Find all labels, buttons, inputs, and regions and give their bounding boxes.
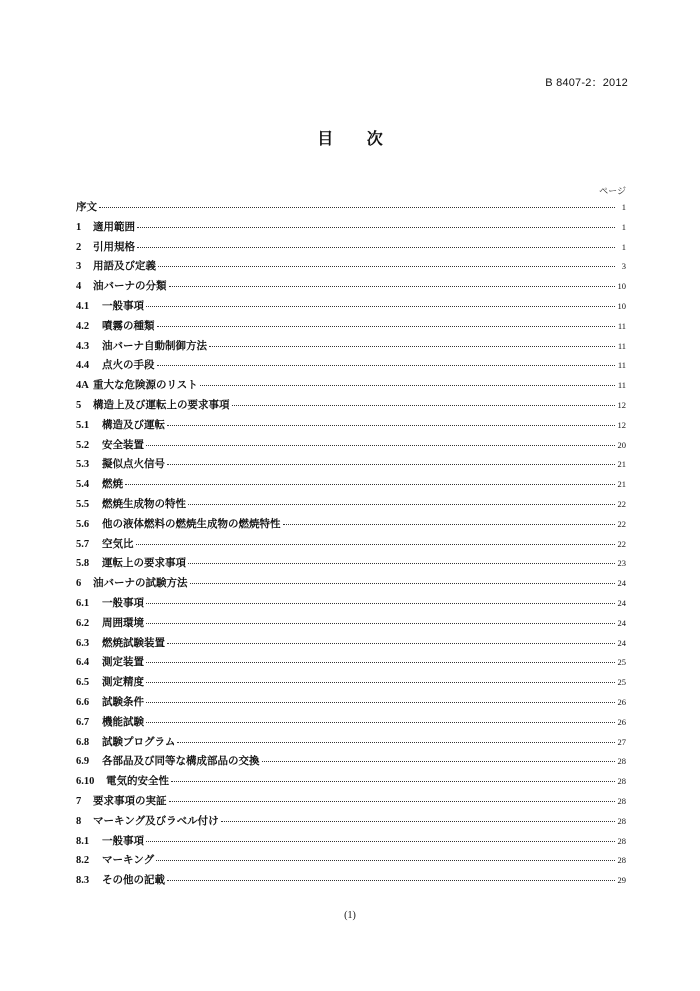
toc-entry[interactable] [76,852,626,872]
toc-entry-label: 油バーナの分類 [93,280,167,293]
toc-entry[interactable] [76,753,626,773]
dot-leader [137,226,615,228]
toc-entry-label: 用語及び定義 [93,260,156,273]
toc-entry-number: 6.9 [76,756,90,768]
toc-entry-page: 22 [617,498,626,509]
dot-leader [146,444,615,446]
toc-entry-number: 4.4 [76,360,90,372]
toc-entry-page: 26 [617,716,626,727]
toc-entry-label: 機能試験 [102,715,144,728]
dot-leader [136,543,616,545]
toc-entry-label: 安全装置 [102,438,144,451]
toc-entry-number: 5.5 [76,498,90,510]
toc-entry-label: 噴霧の種類 [102,319,155,332]
dot-leader [146,602,615,604]
toc-entry-label: 試験プログラム [102,735,176,748]
toc-entry-label: 擬似点火信号 [102,458,165,471]
toc-entry-label: 燃焼生成物の特性 [102,497,186,510]
toc-entry-label: 他の液体燃料の燃焼生成物の燃焼特性 [102,517,281,530]
toc-entry-page: 20 [617,439,626,450]
toc-entry[interactable] [76,595,626,615]
dot-leader [146,840,615,842]
toc-entry[interactable] [76,714,626,734]
toc-entry[interactable] [76,575,626,595]
toc-entry-number: 4.2 [76,320,90,332]
toc-entry-label: 油バーナの試験方法 [93,577,188,590]
toc-entry-number: 4A [76,380,89,392]
toc-entry[interactable] [76,318,626,338]
toc-entry-page: 24 [617,578,626,589]
dot-leader [200,384,615,386]
toc-entry[interactable] [76,734,626,754]
page-column-label: ページ [599,187,626,197]
toc-entry-label: 序文 [76,201,97,213]
toc-entry[interactable] [76,536,626,556]
toc-entry-page: 29 [617,875,626,886]
dot-leader [209,345,615,347]
toc-entry[interactable] [76,555,626,575]
toc-entry[interactable] [76,516,626,536]
dot-leader [221,820,615,822]
dot-leader [262,760,616,762]
toc-entry-label: 引用規格 [93,240,135,253]
toc-entry-page: 28 [617,795,626,806]
dot-leader [146,661,615,663]
page-number: (1) [344,910,356,921]
toc-entry-page: 1 [621,241,626,252]
toc-entry-label: 一般事項 [102,834,144,847]
toc-entry[interactable] [76,278,626,298]
toc-entry[interactable] [76,773,626,793]
toc-entry-label: 点火の手段 [102,359,155,372]
dot-leader [167,642,615,644]
toc-entry-number: 5.6 [76,518,90,530]
page-title: 目 次 [317,129,397,148]
toc-entry-number: 6.6 [76,696,90,708]
toc-entry-number: 7 [76,795,82,807]
toc-entry-number: 6.7 [76,716,90,728]
dot-leader [169,800,616,802]
toc-entry[interactable] [76,694,626,714]
document-id: B 8407-2：2012 [545,77,628,89]
toc-entry-label: 油バーナ自動制御方法 [102,339,207,352]
toc-entry-number: 8.3 [76,875,90,887]
toc-entry-page: 10 [617,300,626,311]
toc-entry-label: 一般事項 [102,596,144,609]
toc-entry-page: 22 [617,518,626,529]
toc-entry[interactable] [76,654,626,674]
dot-leader [171,780,615,782]
toc-entry-page: 1 [621,202,626,212]
dot-leader [167,463,615,465]
dot-leader [146,701,615,703]
toc-entry-label: 重大な危険源のリスト [93,379,198,392]
dot-leader [125,483,615,485]
toc-entry-page: 11 [617,340,626,351]
toc-entry[interactable] [76,437,626,457]
toc-entry-label: 構造及び運転 [102,418,165,431]
dot-leader [190,582,616,584]
toc-entry[interactable] [76,239,626,259]
toc-entry-number: 5.4 [76,479,90,491]
toc-entry[interactable] [76,258,626,278]
toc-entry-page: 12 [617,419,626,430]
dot-leader [232,404,616,406]
toc-entry-label: 空気比 [102,537,134,550]
toc-entry-number: 6.3 [76,637,90,649]
toc-entry-label: 一般事項 [102,299,144,312]
toc-entry-page: 12 [617,399,626,410]
toc-entry-page: 1 [621,221,626,232]
dot-leader [137,246,615,248]
toc-entry-number: 6.8 [76,736,90,748]
dot-leader [188,503,615,505]
toc-entry-number: 4 [76,281,82,293]
toc-entry-label: 構造上及び運転上の要求事項 [93,398,230,411]
toc-entry[interactable] [76,833,626,853]
toc-entry[interactable] [76,298,626,318]
toc-entry-number: 5.8 [76,558,90,570]
toc-entry-number: 6.4 [76,657,90,669]
dot-leader [156,859,615,861]
toc-entry-number: 5.3 [76,459,90,471]
toc-entry-number: 4.1 [76,300,90,312]
dot-leader [283,523,616,525]
toc-entry-page: 28 [617,855,626,866]
toc-entry[interactable] [76,357,626,377]
toc-entry-number: 5.2 [76,439,90,451]
toc-entry-page: 25 [617,677,626,688]
dot-leader [177,741,615,743]
toc-entry-number: 5.1 [76,419,90,431]
toc-entry-label: 燃焼試験装置 [102,636,165,649]
toc-entry[interactable] [76,872,626,892]
toc-entry-number: 2 [76,241,82,253]
toc-entry-page: 11 [617,360,626,371]
toc-entry[interactable] [76,397,626,417]
toc-entry-page: 26 [617,696,626,707]
dot-leader [169,285,616,287]
dot-leader [158,265,615,267]
toc-entry-label: マーキング及びラベル付け [93,814,219,827]
toc-entry[interactable] [76,199,626,219]
toc-entry[interactable] [76,219,626,239]
toc-entry-label: 各部品及び同等な構成部品の交換 [102,755,260,768]
toc-entry-number: 6 [76,578,82,590]
dot-leader [146,681,615,683]
toc-entry[interactable] [76,417,626,437]
toc-entry-number: 8 [76,815,82,827]
toc-entry-label: 電気的安全性 [106,775,169,788]
toc-entry-page: 27 [617,736,626,747]
toc-entry-page: 10 [617,281,626,292]
dot-leader [146,622,615,624]
toc-entry-number: 8.2 [76,855,90,867]
toc-entry-label: 適用範囲 [93,220,135,233]
toc-entry-number: 6.1 [76,597,90,609]
toc-entry[interactable] [76,674,626,694]
toc-entry-page: 28 [617,756,626,767]
dot-leader [188,562,615,564]
toc-entry-number: 6.5 [76,677,90,689]
toc-entry-page: 28 [617,776,626,787]
toc-entry[interactable] [76,377,626,397]
toc-entry-label: 測定装置 [102,656,144,669]
dot-leader [99,206,615,208]
toc-entry-number: 8.1 [76,835,90,847]
toc-entry[interactable] [76,496,626,516]
toc-entry-page: 28 [617,835,626,846]
toc-entry[interactable] [76,476,626,496]
toc-entry[interactable] [76,793,626,813]
toc-entry-label: 測定精度 [102,676,144,689]
dot-leader [157,325,616,327]
toc-entry-page: 22 [617,538,626,549]
toc-entry-label: その他の記載 [102,874,165,887]
toc-entry-number: 5.7 [76,538,90,550]
toc-entry[interactable] [76,338,626,358]
toc-entry-label: 運転上の要求事項 [102,557,186,570]
toc-entry-page: 21 [617,459,626,470]
toc-entry-page: 24 [617,637,626,648]
dot-leader [167,424,615,426]
toc-entry[interactable] [76,813,626,833]
dot-leader [157,364,616,366]
toc-entry-number: 3 [76,261,82,273]
toc-entry-label: 要求事項の実証 [93,794,167,807]
dot-leader [146,305,615,307]
toc-entry[interactable] [76,615,626,635]
dot-leader [167,879,615,881]
toc-entry-label: 周囲環境 [102,616,144,629]
toc-entry-page: 3 [621,261,626,272]
toc-entry-number: 6.2 [76,617,90,629]
toc-entry-page: 23 [617,558,626,569]
toc-entry-page: 11 [617,320,626,331]
toc-entry-page: 24 [617,617,626,628]
toc-entry-label: 試験条件 [102,695,144,708]
toc-entry[interactable] [76,635,626,655]
table-of-contents [76,199,626,892]
toc-entry-page: 24 [617,597,626,608]
toc-entry-number: 4.3 [76,340,90,352]
toc-entry-number: 5 [76,399,82,411]
toc-entry-page: 25 [617,657,626,668]
toc-entry-page: 21 [617,479,626,490]
toc-entry-page: 11 [617,380,626,391]
toc-entry-number: 6.10 [76,776,95,788]
dot-leader [146,721,615,723]
toc-entry[interactable] [76,456,626,476]
toc-entry-page: 28 [617,815,626,826]
toc-entry-number: 1 [76,221,82,233]
toc-entry-label: 燃焼 [102,478,123,491]
toc-entry-label: マーキング [102,854,155,867]
